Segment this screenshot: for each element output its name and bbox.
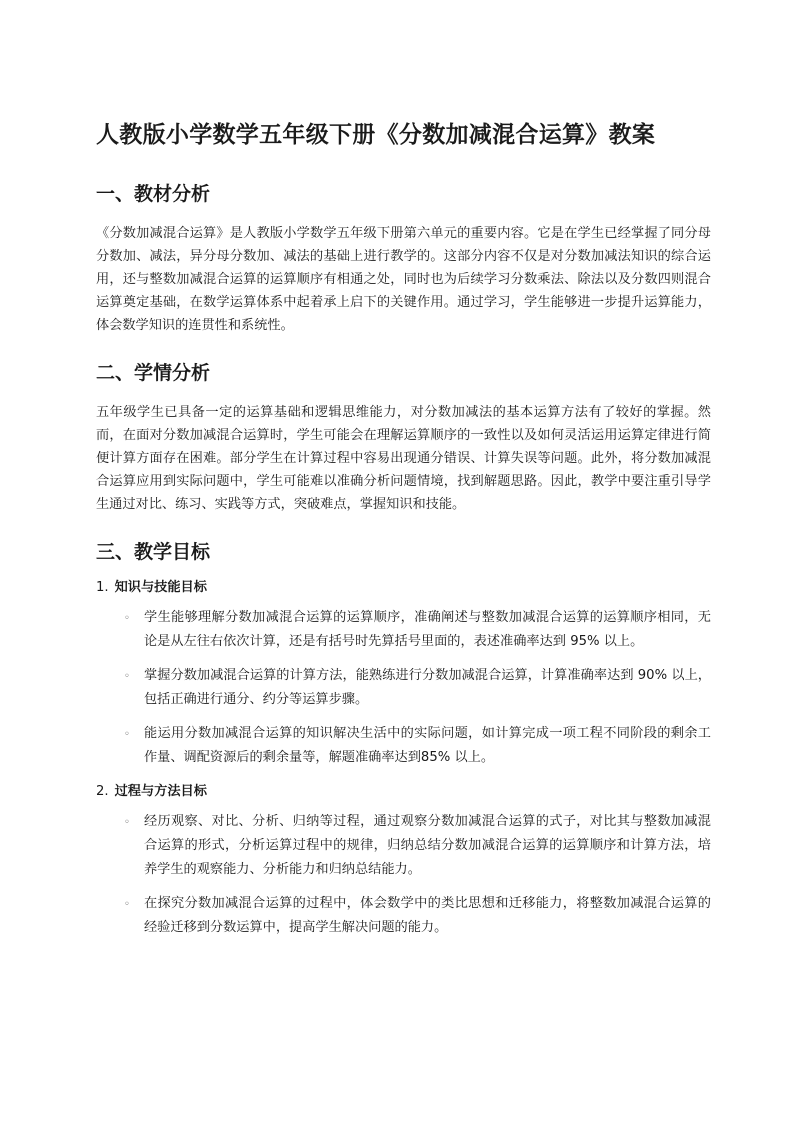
list-item: ◦ 经历观察、对比、分析、归纳等过程，通过观察分数加减混合运算的式子，对比其与整数加减混合运算的形式，分析运算过程中的规律，归纳总结分数加减混合运算的运算顺序和计算方法，培养学生的观察能力、分析能力和归纳总结能力。 [124,810,711,882]
list-item: ◦ 能运用分数加减混合运算的知识解决生活中的实际问题，如计算完成一项工程不同阶段的剩余工作量、调配资源后的剩余量等，解题准确率达到85% 以上。 [124,722,711,770]
goal-bullets [124,606,711,770]
goal-group-process [96,780,711,940]
bullet-icon: ◦ [124,817,130,828]
goal-group-knowledge [96,576,711,770]
section-heading: 二、学情分析 [96,362,211,384]
goals-list [96,576,711,940]
section-heading: 三、教学目标 [96,541,211,563]
goal-title: 过程与方法目标 [114,784,207,799]
list-item: ◦ 学生能够理解分数加减混合运算的运算顺序，准确阐述与整数加减混合运算的运算顺序相同，无论是从左往右依次计算，还是有括号时先算括号里面的，表述准确率达到 95% 以上。 [124,606,711,654]
bullet-icon: ◦ [124,899,130,910]
document-title: 人教版小学数学五年级下册《分数加减混合运算》教案 [96,122,656,148]
section-paragraph: 《分数加减混合运算》是人教版小学数学五年级下册第六单元的重要内容。它是在学生已经掌握了同分母分数加、减法，异分母分数加、减法的基础上进行教学的。这部分内容不仅是对分数加减法知识的综合运用，还与整数加减混合运算的运算顺序有相通之处，同时也为后续学习分数乘法、除法以及分数四则混合运算奠定基础，在数学运算体系中起着承上启下的关键作用。通过学习，学生能够进一步提升运算能力，体会数学知识的连贯性和系统性。 [96,226,711,333]
bullet-icon: ◦ [124,671,130,682]
section-student-analysis [96,359,711,516]
bullet-icon: ◦ [124,729,130,740]
goal-title: 知识与技能目标 [114,580,207,595]
goal-bullets [124,810,711,940]
goal-number: 1. [96,580,109,595]
section-textbook-analysis [96,180,711,337]
document-page [96,118,711,950]
section-paragraph: 五年级学生已具备一定的运算基础和逻辑思维能力，对分数加减法的基本运算方法有了较好的掌握。然而，在面对分数加减混合运算时，学生可能会在理解运算顺序的一致性以及如何灵活运用运算定律进行简便计算方面存在困难。部分学生在计算过程中容易出现通分错误、计算失误等问题。此外，将分数加减混合运算应用到实际问题中，学生可能难以准确分析问题情境，找到解题思路。因此，教学中要注重引导学生通过对比、练习、实践等方式，突破难点，掌握知识和技能。 [96,405,711,512]
list-item: ◦ 在探究分数加减混合运算的过程中，体会数学中的类比思想和迁移能力，将整数加减混合运算的经验迁移到分数运算中，提高学生解决问题的能力。 [124,892,711,940]
bullet-icon: ◦ [124,613,130,624]
goal-number: 2. [96,784,109,799]
section-teaching-goals [96,538,711,940]
section-heading: 一、教材分析 [96,183,211,205]
list-item: ◦ 掌握分数加减混合运算的计算方法，能熟练进行分数加减混合运算，计算准确率达到 90% 以上，包括正确进行通分、约分等运算步骤。 [124,664,711,712]
